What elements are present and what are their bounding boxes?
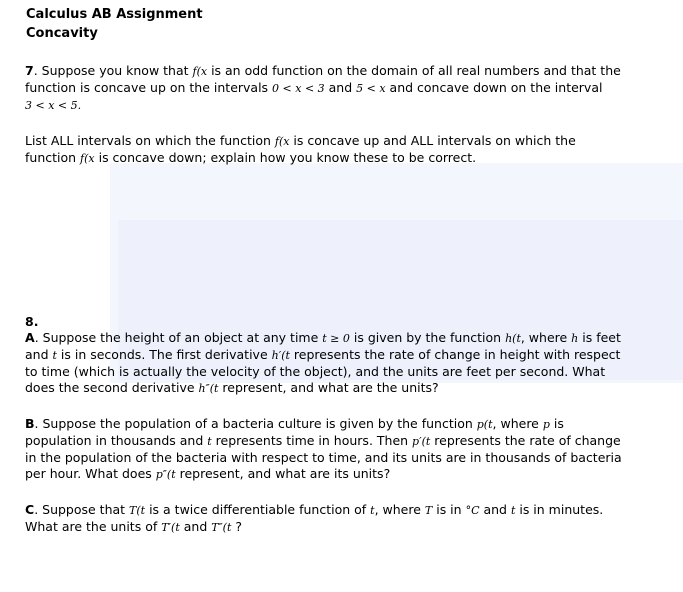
math-fx: f(x	[192, 65, 208, 78]
math-condition: t ≥ 0	[322, 332, 350, 345]
math-t: t	[207, 435, 212, 448]
q8c-line-2: What are the units of T′(t and T″(t ?	[25, 519, 243, 534]
math-hprime: h′(t	[271, 349, 290, 362]
question-8a	[25, 330, 665, 397]
math-t: t	[370, 504, 375, 517]
math-Tprime: T′(t	[161, 521, 180, 534]
math-t: t	[52, 349, 57, 362]
q7-line-2: function is concave up on the intervals 0 < x < 3 and 5 < x and concave down on the interval	[25, 80, 603, 95]
math-p: p	[542, 418, 550, 431]
math-ht: h(t	[505, 332, 521, 345]
math-hdoubleprime: h″(t	[198, 382, 219, 395]
math-Tt: T(t	[129, 504, 146, 517]
q7-line-5: function f(x is concave down; explain how you know these to be correct.	[25, 150, 477, 165]
math-unit-celsius: °C	[465, 504, 480, 517]
q8a-line-2: and t is in seconds. The first derivative h′(t represents the rate of change in height with respect	[25, 347, 621, 362]
q7-line-3	[25, 97, 665, 114]
q8a-line-3: to time (which is actually the velocity of the object), and the units are feet per second. What	[25, 364, 606, 379]
math-T: T	[424, 504, 433, 517]
question-8b	[25, 416, 665, 483]
q7-line-4: List ALL intervals on which the function f(x is concave up and ALL intervals on which the	[25, 133, 576, 148]
math-interval: 0 < x < 3	[272, 82, 325, 95]
question-7-instructions	[25, 133, 665, 167]
math-t: t	[510, 504, 516, 517]
math-pdoubleprime: p″(t	[155, 468, 176, 481]
math-Tdoubleprime: T″(t	[211, 521, 232, 534]
q8b-line-2: population in thousands and t represents time in hours. Then p′(t represents the rate of change	[25, 433, 621, 448]
q7-line-1: 7. Suppose you know that f(x is an odd function on the domain of all real numbers and that the	[25, 63, 621, 78]
math-interval: 3 < x < 5.	[25, 99, 82, 112]
math-h: h	[571, 332, 579, 345]
question-8-number: 8.	[25, 314, 39, 329]
question-8c	[25, 502, 665, 536]
math-pprime: p′(t	[412, 435, 431, 448]
math-fx: f(x	[80, 152, 95, 165]
page-subtitle: Concavity	[26, 26, 98, 41]
q8c-line-1: C. Suppose that T(t is a twice differentiable function of t, where T is in °C and t is in minutes.	[25, 502, 604, 517]
q8b-line-3: in the population of the bacteria with respect to time, and its units are in thousands of bacteria	[25, 450, 622, 465]
math-pt: p(t	[476, 418, 493, 431]
math-fx: f(x	[274, 135, 290, 148]
q8b-line-1: B. Suppose the population of a bacteria culture is given by the function p(t, where p is	[25, 416, 564, 431]
q8b-line-4: per hour. What does p″(t represent, and what are its units?	[25, 466, 391, 481]
q8a-line-1: A. Suppose the height of an object at any time t ≥ 0 is given by the function h(t, where h is feet	[25, 330, 621, 345]
page-title: Calculus AB Assignment	[26, 7, 203, 22]
q8a-line-4: does the second derivative h″(t represent, and what are the units?	[25, 380, 439, 395]
q7-number: 7	[25, 63, 34, 78]
question-7	[25, 63, 665, 114]
math-interval: 5 < x	[356, 82, 386, 95]
